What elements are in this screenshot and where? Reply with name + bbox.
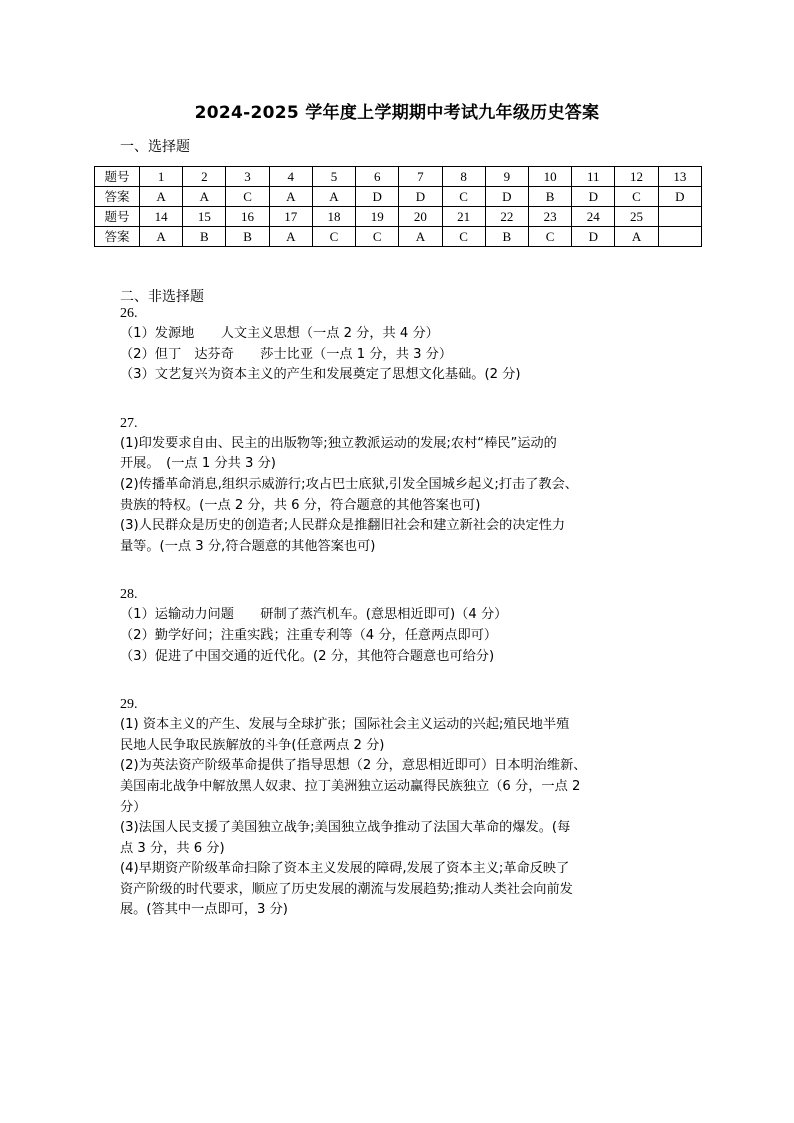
- answer-line: 开展。 (一点 1 分共 3 分): [120, 456, 276, 472]
- answer-line: 展。(答其中一点即可，3 分): [120, 902, 288, 918]
- spacer: [120, 557, 690, 585]
- table-row-question-numbers: [95, 167, 702, 187]
- answer-line: (1)印发要求自由、民主的出版物等;独立教派运动的发展;农村“棒民”运动的: [120, 435, 557, 451]
- table-cell: 1: [140, 167, 183, 187]
- answer-line: （2）勤学好问；注重实践；注重专利等（4 分，任意两点即可）: [120, 627, 498, 643]
- table-cell: 13: [658, 167, 701, 187]
- table-cell: C: [528, 227, 571, 247]
- table-cell: C: [356, 227, 399, 247]
- table-cell: A: [269, 227, 312, 247]
- section-heading-multiple-choice: 一、选择题: [120, 139, 190, 155]
- table-row-question-numbers: [95, 207, 702, 227]
- table-cell: 25: [615, 207, 658, 227]
- table-cell: 3: [226, 167, 269, 187]
- table-cell: 2: [183, 167, 226, 187]
- row-label: 答案: [95, 187, 140, 207]
- answer-line: 量等。(一点 3 分,符合题意的其他答案也可): [120, 538, 376, 554]
- answer-line: （1）发源地 人文主义思想（一点 2 分，共 4 分）: [120, 326, 439, 341]
- answer-line: (2)传播革命消息,组织示威游行;攻占巴士底狱,引发全国城乡起义;打击了教会、: [120, 476, 578, 492]
- table-cell: 10: [528, 167, 571, 187]
- answer-line: （2）但丁 达芬奇 莎士比亚（一点 1 分，共 3 分）: [120, 346, 453, 362]
- question-block: [120, 585, 690, 667]
- spacer: [120, 386, 690, 414]
- answer-line: （3）文艺复兴为资本主义的产生和发展奠定了思想文化基础。(2 分): [120, 367, 521, 383]
- table-cell: [658, 207, 701, 227]
- table-cell: 23: [528, 207, 571, 227]
- row-label: 题号: [95, 207, 140, 227]
- row-label: 题号: [95, 167, 140, 187]
- table-row-answers: [95, 227, 702, 247]
- table-cell: C: [312, 227, 355, 247]
- answer-line: 点 3 分，共 6 分): [120, 840, 225, 856]
- answer-line: 资产阶级的时代要求，顺应了历史发展的潮流与发展趋势;推动人类社会向前发: [120, 881, 573, 897]
- answer-line: 美国南北战争中解放黑人奴隶、拉丁美洲独立运动赢得民族独立（6 分，一点 2: [120, 778, 581, 794]
- table-cell: 17: [269, 207, 312, 227]
- table-cell: A: [183, 187, 226, 207]
- table-cell: B: [183, 227, 226, 247]
- table-cell: D: [572, 187, 615, 207]
- answer-line: (4)早期资产阶级革命扫除了资本主义发展的障碍,发展了资本主义;革命反映了: [120, 861, 570, 877]
- table-cell: A: [615, 227, 658, 247]
- table-cell: D: [658, 187, 701, 207]
- table-cell: B: [485, 227, 528, 247]
- question-number: 27.: [120, 415, 138, 431]
- table-cell: A: [140, 227, 183, 247]
- table-cell: 9: [485, 167, 528, 187]
- table-cell: 8: [442, 167, 485, 187]
- table-row-answers: [95, 187, 702, 207]
- question-number: 26.: [120, 306, 138, 321]
- answer-line: (2)为英法资产阶级革命提供了指导思想（2 分，意思相近即可）日本明治维新、: [120, 758, 587, 774]
- table-cell: 18: [312, 207, 355, 227]
- table-cell: 6: [356, 167, 399, 187]
- table-cell: A: [140, 187, 183, 207]
- answer-line: 民地人民争取民族解放的斗争(任意两点 2 分): [120, 737, 385, 753]
- table-cell: [658, 227, 701, 247]
- table-cell: 19: [356, 207, 399, 227]
- table-cell: A: [399, 227, 442, 247]
- answer-line: (3)人民群众是历史的创造者;人民群众是推翻旧社会和建立新社会的决定性力: [120, 518, 566, 534]
- table-cell: 15: [183, 207, 226, 227]
- table-cell: C: [442, 187, 485, 207]
- document-title: 2024-2025 学年度上学期期中考试九年级历史答案: [194, 103, 600, 123]
- question-number: 28.: [120, 587, 138, 603]
- table-cell: B: [528, 187, 571, 207]
- table-cell: D: [356, 187, 399, 207]
- table-cell: C: [226, 187, 269, 207]
- table-cell: A: [312, 187, 355, 207]
- table-cell: D: [572, 227, 615, 247]
- table-cell: 7: [399, 167, 442, 187]
- answer-line: （3）促进了中国交通的近代化。(2 分，其他符合题意也可给分): [120, 648, 495, 664]
- questions-container: [120, 304, 690, 921]
- table-cell: 22: [485, 207, 528, 227]
- table-cell: 4: [269, 167, 312, 187]
- question-number: 29.: [120, 697, 138, 713]
- question-block: [120, 304, 690, 386]
- question-block: [120, 695, 690, 921]
- answer-table: [94, 166, 702, 247]
- table-cell: C: [615, 187, 658, 207]
- answer-line: (3)法国人民支援了美国独立战争;美国独立战争推动了法国大革命的爆发。(每: [120, 820, 571, 836]
- spacer: [120, 667, 690, 695]
- table-cell: B: [226, 227, 269, 247]
- table-cell: A: [269, 187, 312, 207]
- answer-line: 贵族的特权。(一点 2 分，共 6 分，符合题意的其他答案也可): [120, 497, 481, 513]
- answer-line: (1) 资本主义的产生、发展与全球扩张；国际社会主义运动的兴起;殖民地半殖: [120, 717, 570, 733]
- table-cell: D: [485, 187, 528, 207]
- table-cell: 12: [615, 167, 658, 187]
- table-cell: 24: [572, 207, 615, 227]
- table-cell: 5: [312, 167, 355, 187]
- table-cell: 16: [226, 207, 269, 227]
- answer-line: 分）: [120, 799, 147, 815]
- table-cell: C: [442, 227, 485, 247]
- row-label: 答案: [95, 227, 140, 247]
- table-cell: 21: [442, 207, 485, 227]
- table-cell: 14: [140, 207, 183, 227]
- section-heading-non-multiple-choice: 二、非选择题: [120, 289, 204, 305]
- answer-line: （1）运输动力问题 研制了蒸汽机车。(意思相近即可)（4 分）: [120, 607, 508, 623]
- table-cell: 20: [399, 207, 442, 227]
- table-cell: 11: [572, 167, 615, 187]
- question-block: [120, 414, 690, 558]
- table-cell: D: [399, 187, 442, 207]
